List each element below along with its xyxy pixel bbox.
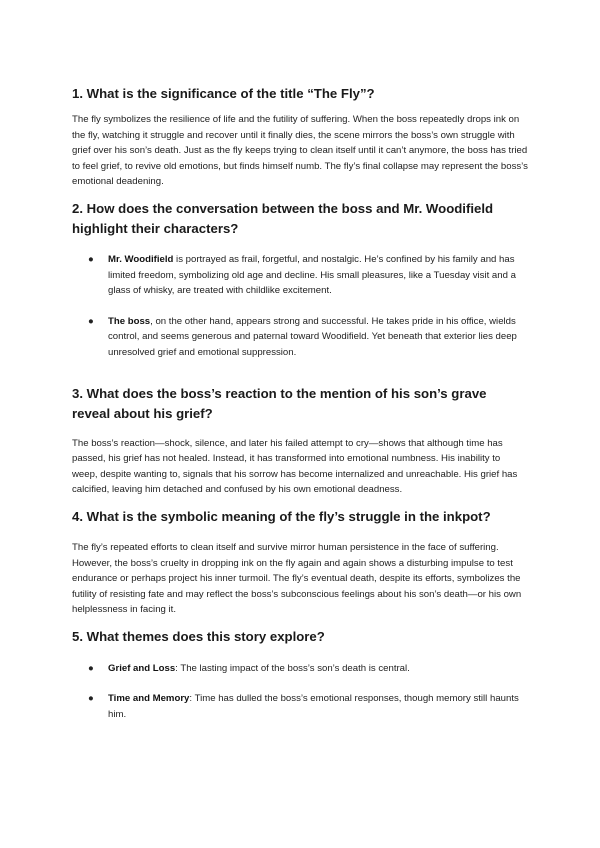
- question-4-heading: 4. What is the symbolic meaning of the fly’s struggle in the inkpot?: [72, 508, 491, 524]
- question-1-heading: 1. What is the significance of the title “The Fly”?: [72, 86, 375, 101]
- bullet-lead: Time and Memory: [108, 693, 190, 705]
- bullet-lead: Grief and Loss: [108, 662, 176, 674]
- bullet-text: is portrayed as frail, forgetful, and nostalgic. He’s confined by his family and has limited freedom, symbolizing old age and decline. His small pleasures, like a Tuesday visit and a glass of whisky, are treated with childlike excitement.: [108, 253, 516, 297]
- bullet-lead: Mr. Woodifield: [108, 253, 174, 265]
- bullet-icon: ●: [88, 315, 94, 327]
- question-4-answer: The fly’s repeated efforts to clean itself and survive mirror human persistence in the face of suffering. However, the boss’s cruelty in dropping ink on the fly again and again shows a disturbing impulse to test endurance or perhaps project his inner turmoil. The fly’s eventual death, despite its efforts, symbolizes the futility of resisting fate and may reflect the boss’s subconscious feelings about his son’s death—or his own helplessness in facing it.: [72, 541, 522, 616]
- question-3-heading: 3. What does the boss’s reaction to the mention of his son’s grave reveal about his grief?: [72, 385, 487, 421]
- question-5-bullet-list: [72, 661, 528, 723]
- bullet-text: , on the other hand, appears strong and successful. He takes pride in his office, wields control, and seems generous and paternal toward Woodifield. Yet beneath that exterior lies deep unresolved grief and emotional suppression.: [108, 315, 517, 358]
- list-item: [72, 661, 528, 677]
- list-item: [72, 691, 528, 722]
- question-2-bullet-list: [72, 252, 528, 361]
- list-item: [72, 252, 528, 299]
- bullet-icon: ●: [88, 253, 94, 265]
- bullet-text: : The lasting impact of the boss’s son’s death is central.: [175, 662, 410, 674]
- bullet-icon: ●: [88, 662, 94, 674]
- question-1-answer: The fly symbolizes the resilience of life and the futility of suffering. When the boss repeatedly drops ink on the fly, watching it struggle and recover until it finally dies, the scene mirrors the boss’s own struggle with grief over his son’s death. Just as the fly keeps trying to clean itself until it can’t anymore, the boss has tried to feel grief, to revive old emotions, but finds himself numb. The fly’s final collapse may represent the boss’s emotional deadening.: [72, 114, 528, 188]
- question-2-heading: 2. How does the conversation between the boss and Mr. Woodifield highlight their characters?: [72, 200, 494, 236]
- bullet-text: : Time has dulled the boss’s emotional responses, though memory still haunts him.: [108, 693, 519, 721]
- question-3-answer: The boss’s reaction—shock, silence, and later his failed attempt to cry—shows that although time has passed, his grief has not healed. Instead, it has transformed into emotional numbness. His inability to weep, despite wanting to, signals that his sorrow has become internalized and unreachable. His grief has calcified, leaving him detached and confused by his own emotional deadness.: [72, 437, 518, 496]
- question-5-heading: 5. What themes does this story explore?: [72, 628, 325, 644]
- bullet-lead: The boss: [108, 315, 151, 327]
- list-item: [72, 314, 528, 361]
- document-page: [72, 84, 528, 723]
- bullet-icon: ●: [88, 693, 94, 705]
